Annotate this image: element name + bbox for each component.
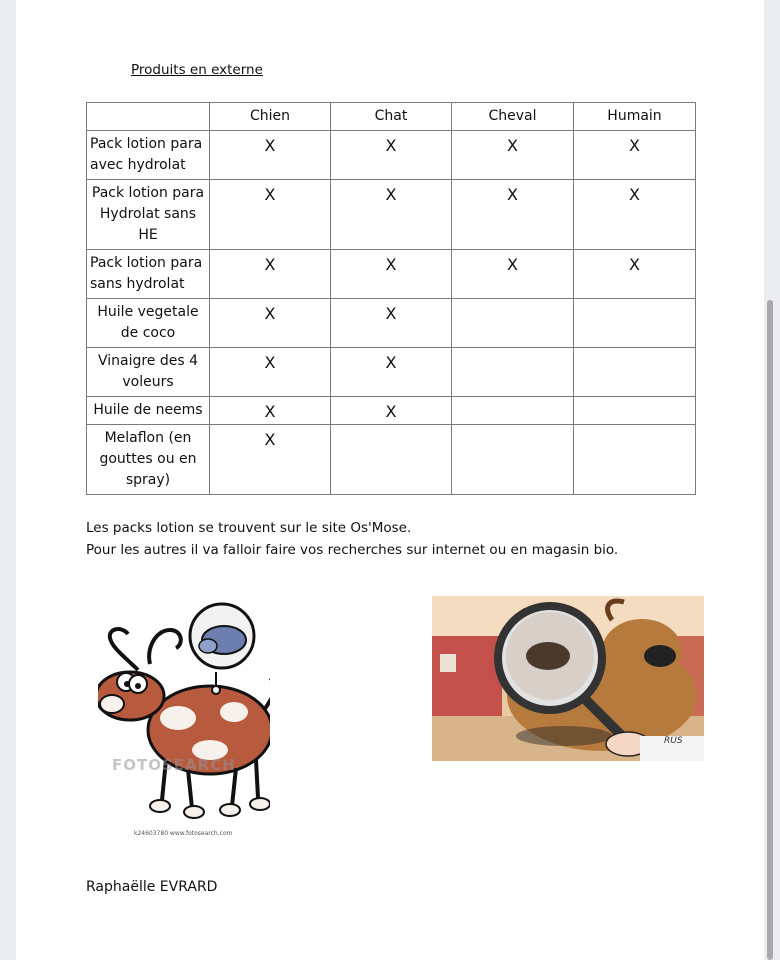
author-name: Raphaëlle EVRARD xyxy=(86,879,218,895)
artist-signature: RUS xyxy=(664,736,683,746)
mark-cell xyxy=(574,425,696,495)
table-row xyxy=(87,131,696,180)
mark-cell: X xyxy=(210,397,331,425)
note-packs: Les packs lotion se trouvent sur le site Os'Mose. xyxy=(86,520,412,536)
mark-cell: X xyxy=(331,397,452,425)
table-header-cell: Chien xyxy=(210,103,331,131)
table-header-cell: Chat xyxy=(331,103,452,131)
mark-cell: X xyxy=(210,250,331,299)
row-label: Pack lotion para avec hydrolat xyxy=(87,131,210,180)
mark-cell: X xyxy=(331,299,452,348)
row-label: Pack lotion para sans hydrolat xyxy=(87,250,210,299)
dog-flea-illustration xyxy=(98,600,270,840)
mark-cell xyxy=(452,397,574,425)
image-caption: k24603780 www.fotosearch.com xyxy=(134,830,233,837)
scrollbar-thumb[interactable] xyxy=(767,300,773,960)
mark-cell: X xyxy=(331,348,452,397)
mark-cell xyxy=(452,299,574,348)
table-row xyxy=(87,180,696,250)
mark-cell: X xyxy=(210,299,331,348)
fotosearch-watermark: FOTOSEARCH xyxy=(112,756,236,774)
note-others: Pour les autres il va falloir faire vos recherches sur internet ou en magasin bio. xyxy=(86,542,619,558)
mark-cell: X xyxy=(210,348,331,397)
products-table xyxy=(86,102,696,495)
mark-cell: X xyxy=(331,180,452,250)
table-header-cell: Cheval xyxy=(452,103,574,131)
mark-cell: X xyxy=(331,131,452,180)
mark-cell xyxy=(574,397,696,425)
table-header-row xyxy=(87,103,696,131)
mark-cell xyxy=(574,299,696,348)
mark-cell: X xyxy=(210,180,331,250)
mark-cell xyxy=(331,425,452,495)
mark-cell: X xyxy=(574,180,696,250)
table-row xyxy=(87,397,696,425)
mark-cell: X xyxy=(574,131,696,180)
mark-cell: X xyxy=(452,180,574,250)
mark-cell: X xyxy=(452,250,574,299)
mark-cell xyxy=(452,425,574,495)
mark-cell: X xyxy=(574,250,696,299)
row-label: Pack lotion para Hydrolat sans HE xyxy=(87,180,210,250)
table-row xyxy=(87,425,696,495)
table-header-cell xyxy=(87,103,210,131)
mark-cell: X xyxy=(210,131,331,180)
row-label: Huile vegetale de coco xyxy=(87,299,210,348)
row-label: Melaflon (en gouttes ou en spray) xyxy=(87,425,210,495)
row-label: Vinaigre des 4 voleurs xyxy=(87,348,210,397)
mark-cell: X xyxy=(452,131,574,180)
mark-cell xyxy=(452,348,574,397)
row-label: Huile de neems xyxy=(87,397,210,425)
table-row xyxy=(87,250,696,299)
table-row xyxy=(87,348,696,397)
mark-cell: X xyxy=(331,250,452,299)
section-title: Produits en externe xyxy=(131,62,263,78)
table-row xyxy=(87,299,696,348)
mark-cell xyxy=(574,348,696,397)
magnifier-dog-illustration xyxy=(432,596,704,761)
table-header-cell: Humain xyxy=(574,103,696,131)
mark-cell: X xyxy=(210,425,331,495)
